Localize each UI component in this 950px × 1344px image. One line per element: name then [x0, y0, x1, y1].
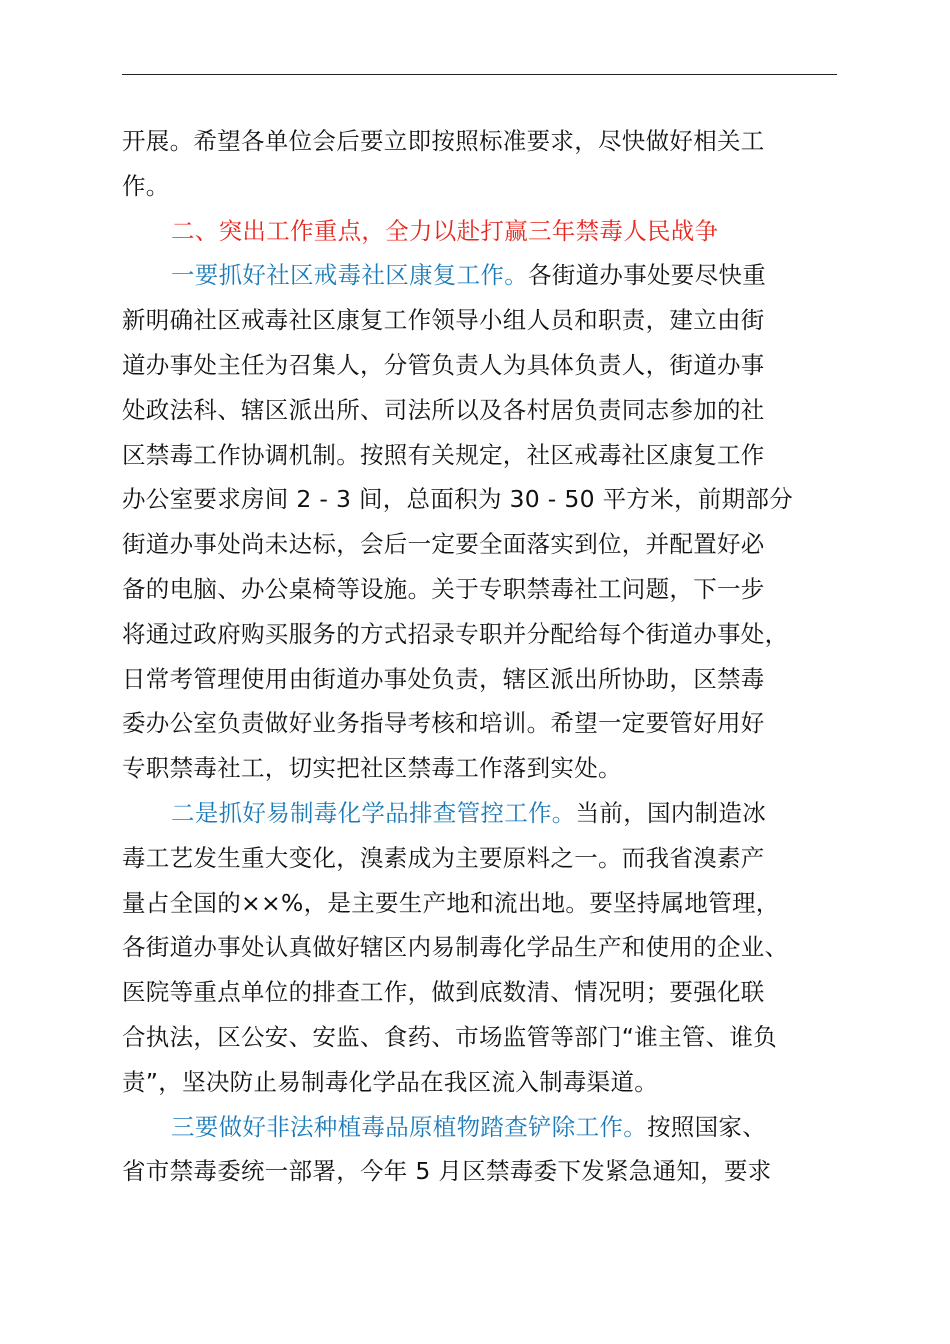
document-body [122, 119, 840, 1194]
point-heading: 一要抓好社区戒毒社区康复工作。 [171, 261, 528, 290]
body-line: 各街道办事处认真做好辖区内易制毒化学品生产和使用的企业、 [122, 933, 789, 962]
point-heading: 二是抓好易制毒化学品排查管控工作。 [171, 798, 576, 827]
body-text: 各街道办事处要尽快重 [528, 261, 766, 290]
header-rule [122, 74, 837, 75]
body-line: 合执法，区公安、安监、食药、市场监管等部门“谁主管、谁负 [122, 1022, 778, 1051]
body-line: 日常考管理使用由街道办事处负责，辖区派出所协助，区禁毒 [122, 664, 765, 693]
body-line: 新明确社区戒毒社区康复工作领导小组人员和职责，建立由街 [122, 306, 765, 335]
body-text: 按照国家、 [647, 1112, 766, 1141]
paragraph-start [122, 791, 840, 836]
body-line: 量占全国的××%，是主要生产地和流出地。要坚持属地管理， [122, 888, 780, 917]
body-line: 将通过政府购买服务的方式招录专职并分配给每个街道办事处， [122, 619, 789, 648]
body-line: 毒工艺发生重大变化，溴素成为主要原料之一。而我省溴素产 [122, 843, 765, 872]
body-line: 开展。希望各单位会后要立即按照标准要求，尽快做好相关工 [122, 127, 765, 155]
body-line: 省市禁毒委统一部署，今年 5 月区禁毒委下发紧急通知，要求 [122, 1157, 772, 1186]
body-line: 办公室要求房间 2 - 3 间，总面积为 30 - 50 平方米，前期部分 [122, 485, 794, 514]
body-line: 道办事处主任为召集人，分管负责人为具体负责人，街道办事 [122, 350, 765, 379]
body-text: 当前，国内制造冰 [575, 798, 767, 827]
body-line: 作。 [122, 171, 170, 200]
section-heading: 二、突出工作重点，全力以赴打赢三年禁毒人民战争 [171, 216, 719, 245]
point-heading: 三要做好非法种植毒品原植物踏查铲除工作。 [171, 1112, 647, 1141]
paragraph-start [122, 1105, 840, 1150]
body-line: 街道办事处尚未达标，会后一定要全面落实到位，并配置好必 [122, 530, 765, 559]
paragraph-start [122, 253, 840, 298]
body-line: 医院等重点单位的排查工作，做到底数清、情况明；要强化联 [122, 978, 765, 1007]
body-line: 责”，坚决防止易制毒化学品在我区流入制毒渠道。 [122, 1067, 659, 1096]
body-line: 委办公室负责做好业务指导考核和培训。希望一定要管好用好 [122, 709, 765, 738]
body-line: 处政法科、辖区派出所、司法所以及各村居负责同志参加的社 [122, 395, 765, 424]
body-line: 专职禁毒社工，切实把社区禁毒工作落到实处。 [122, 754, 622, 783]
body-line: 区禁毒工作协调机制。按照有关规定，社区戒毒社区康复工作 [122, 440, 765, 469]
body-line: 备的电脑、办公桌椅等设施。关于专职禁毒社工问题，下一步 [122, 574, 765, 603]
